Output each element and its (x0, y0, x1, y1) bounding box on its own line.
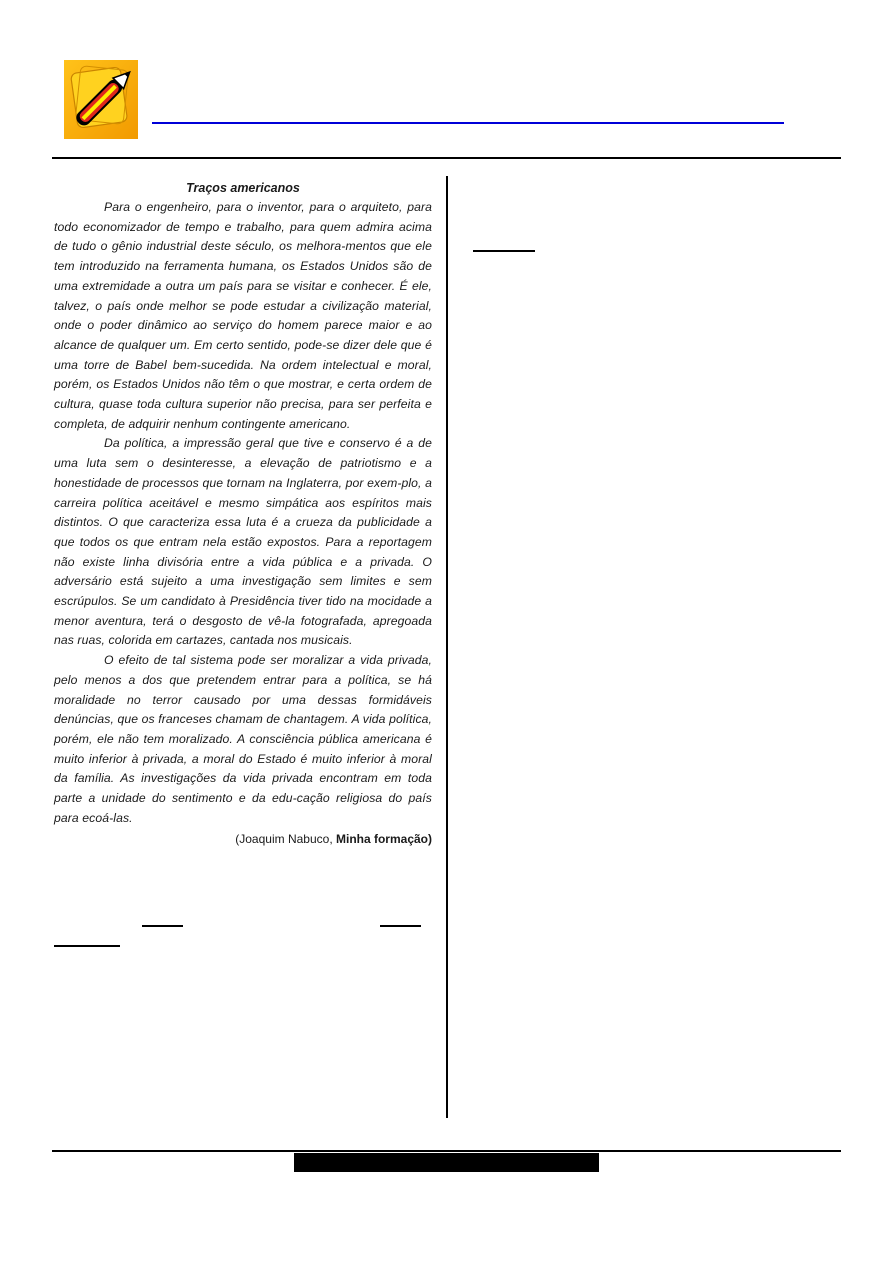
article (54, 178, 432, 849)
answer-blank-line (142, 925, 183, 927)
header-divider (52, 157, 841, 159)
column-divider (446, 176, 448, 1118)
pencil-notepad-logo-icon (64, 60, 138, 139)
source-work-title: Minha formação (335, 831, 428, 846)
header-blue-rule (152, 122, 784, 124)
answer-blank-line (380, 925, 421, 927)
article-title: Traços americanos (186, 181, 300, 195)
article-paragraph-3: O efeito de tal sistema pode ser moralizar a vida privada, pelo menos a dos que pretendem entrar para a política, se há moralidade no terror causado por uma dessas formidáveis denúncias, que os franceses chamam de chantagem. A vida política, porém, ele não tem moralizado. A consciência pública americana é muito inferior à privada, a moral do Estado é muito inferior à moral da família. As investigações da vida privada encontram em toda parte a unidade do sentimento e da edu-cação religiosa do país para ecoá-las. (54, 653, 432, 825)
answer-blank-line (473, 250, 535, 252)
footer-redacted-bar (294, 1153, 599, 1172)
article-paragraph-1: Para o engenheiro, para o inventor, para o arquiteto, para todo economizador de tempo e trabalho, para quem admira acima de tudo o gênio industrial deste século, os melhora-mentos que ele tem introduzido na ferramenta humana, os Estados Unidos são de uma extremidade a outra um país para se visitar e conhecer. É ele, talvez, o país onde melhor se pode estudar a civilização material, onde o poder dinâmico ao serviço do homem parece maior e ao alcance de qualquer um. Em certo sentido, pode-se dizer dele que é uma torre de Babel bem-sucedida. Na ordem intelectual e moral, porém, os Estados Unidos não têm o que mostrar, e certa ordem de cultura, quase toda cultura superior não precisa, para ser perfeita e completa, de adquirir nenhum contingente americano. (54, 200, 432, 431)
article-paragraph-2: Da política, a impressão geral que tive e conservo é a de uma luta sem o desinteresse, a elevação de patriotismo e a honestidade de processos que tornam na Inglaterra, por exem-plo, a carreira política aceitável e mesmo simpática aos espíritos mais distintos. O que caracteriza essa luta é a crueza da publicidade a que todos os que entram nela estão expostos. Para a reportagem não existe linha divisória entre a vida pública e a privada. O adversário está sujeito a uma investigação sem limites e sem escrúpulos. Se um candidato à Presidência tiver tido na mocidade a menor aventura, terá o desgosto de vê-la fotografada, apregoada nas ruas, colorida em cartazes, cantada nos musicais. (54, 436, 432, 648)
article-source: (Joaquim Nabuco, Minha formação) (235, 831, 432, 846)
answer-blank-line (54, 945, 120, 947)
footer-divider (52, 1150, 841, 1152)
